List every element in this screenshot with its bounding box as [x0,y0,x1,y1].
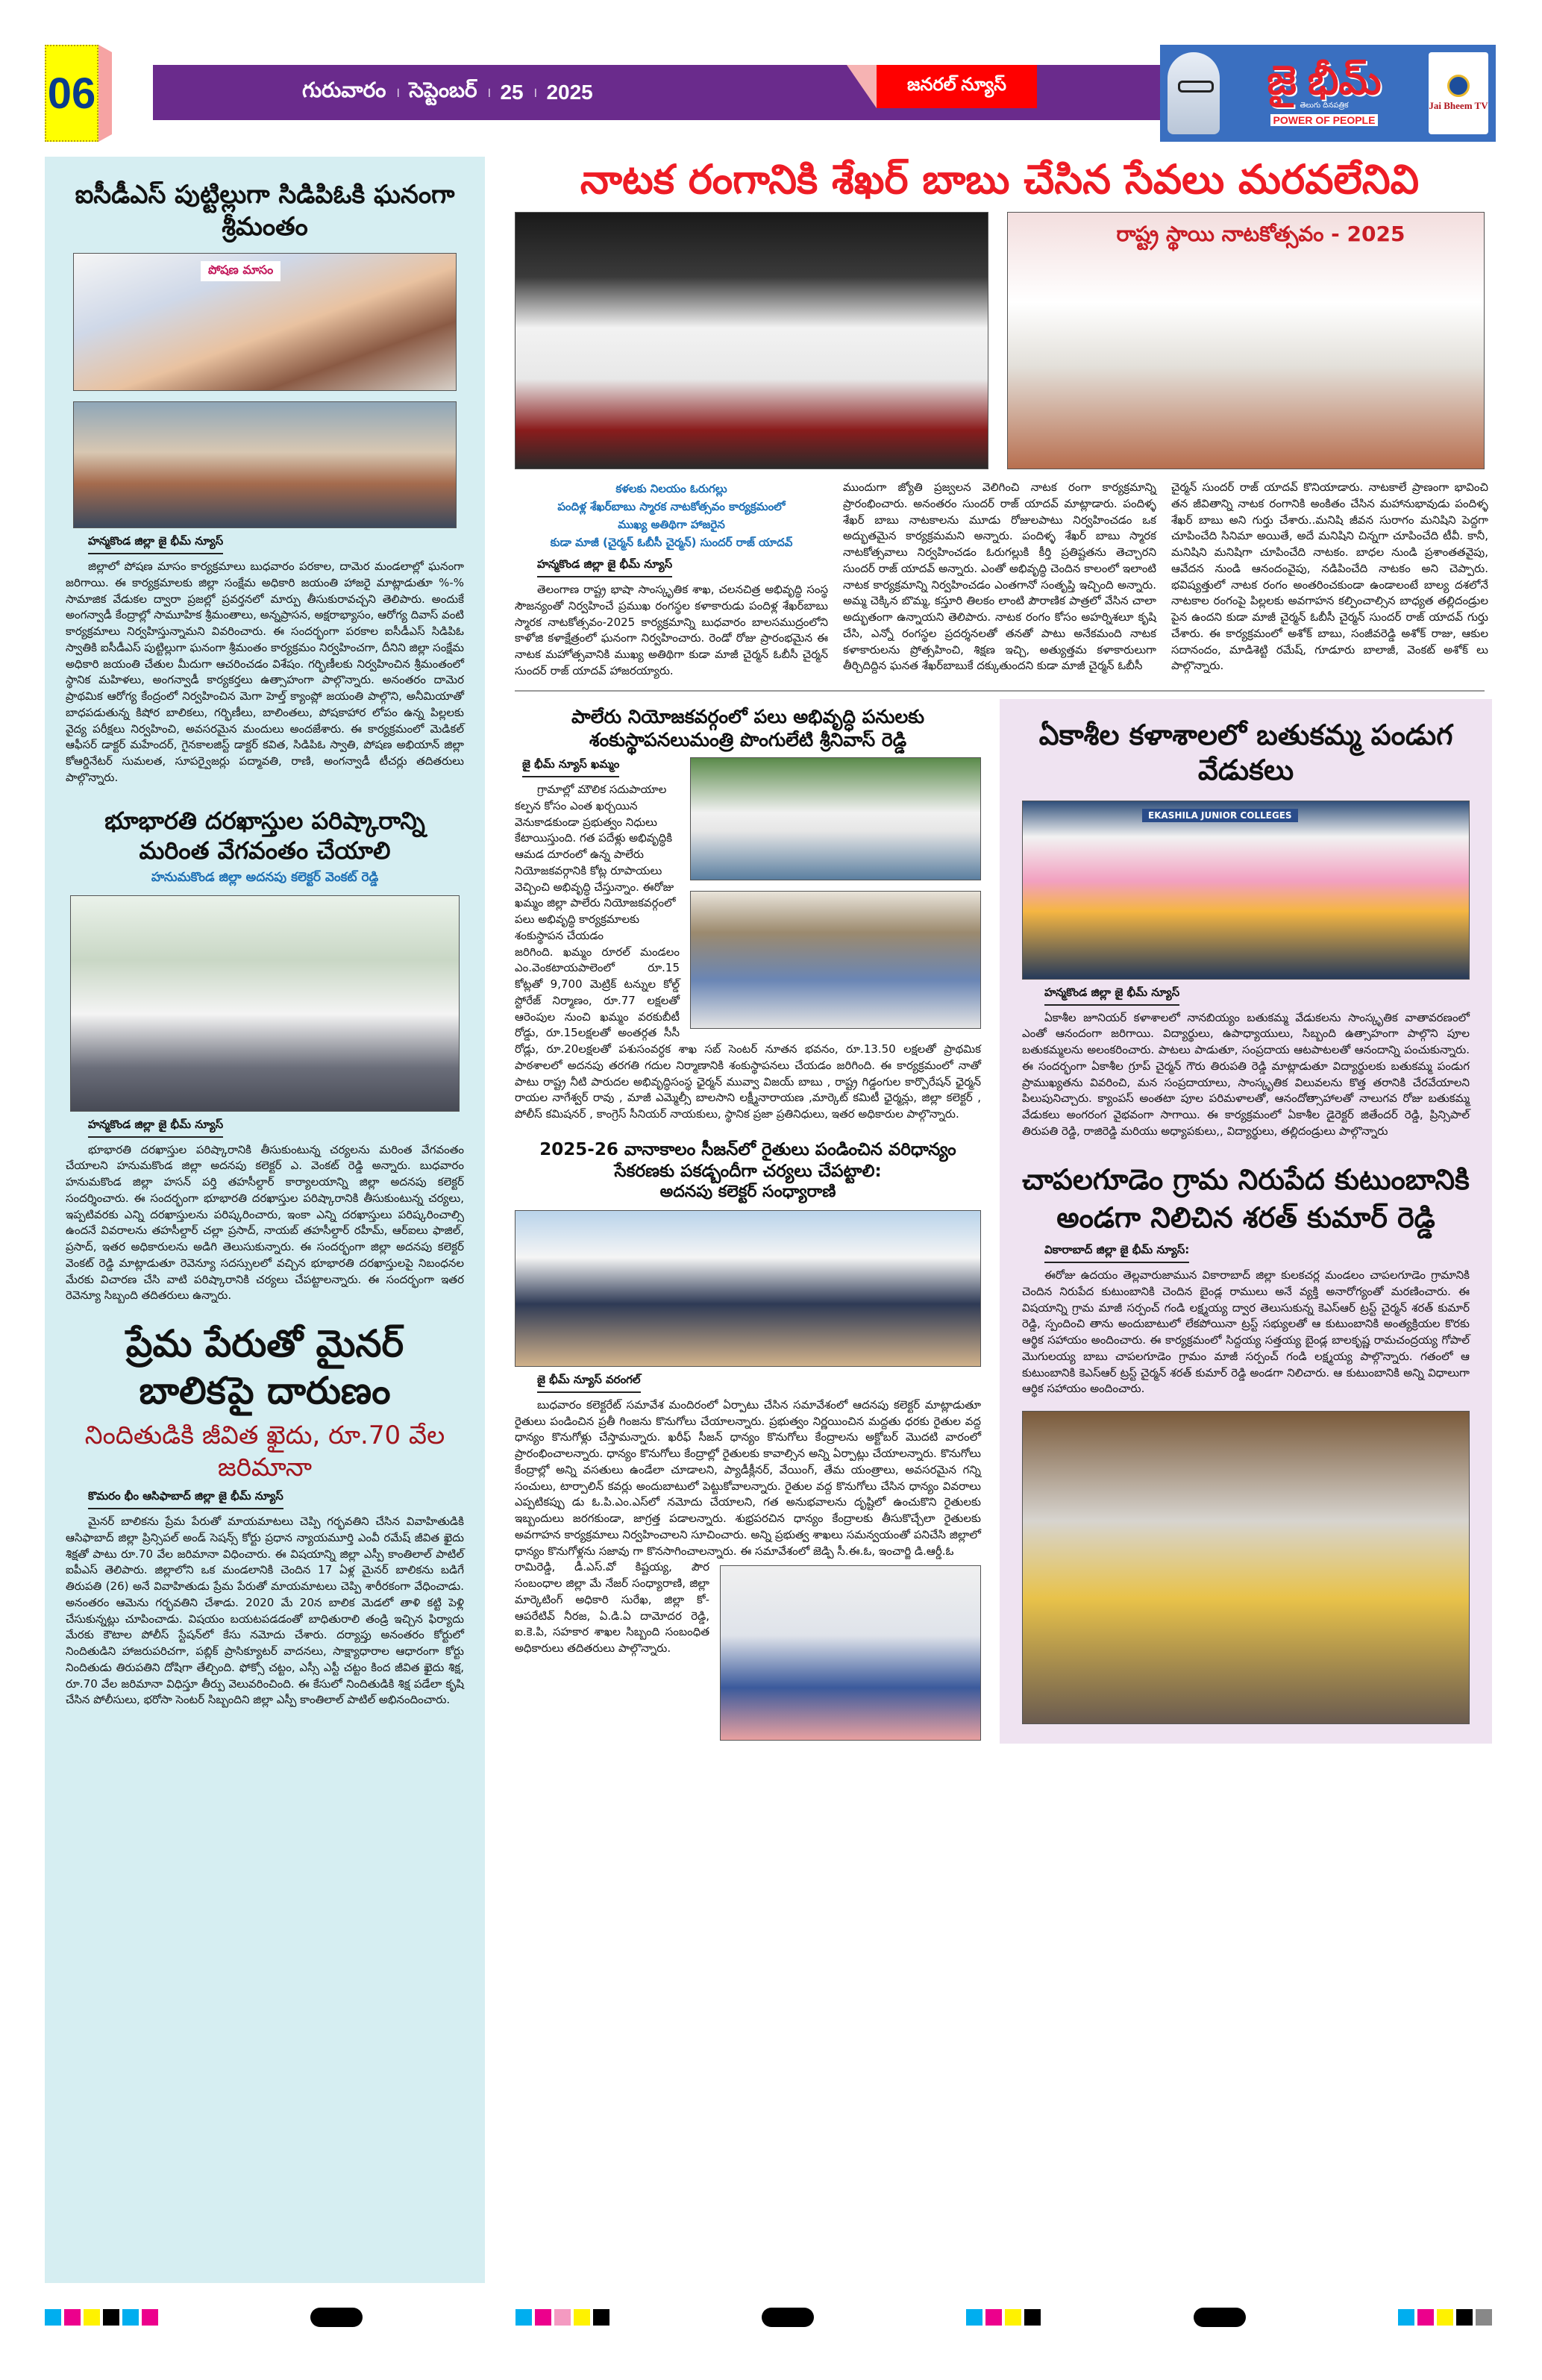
story-paddy-headline: 2025-26 వానాకాలం సీజన్‌లో రైతులు పండించిన వరిధాన్యం సేకరణకు పకడ్బందీగా చర్యలు చేపట్టాలి: [539,1139,956,1181]
middle-column [507,699,985,1744]
story-paleru-body: జరిగింది. ఖమ్మం రూరల్ మండలం ఎం.వెంకటాయపాలెంలో రూ.15 కోట్లతో 9,700 మెట్రిక్ టన్నుల కోల్డ్ స్టోరేజ్ నిర్మాణం, రూ.77 లక్షలతో ఆరెంపుల నుంచి ఖమ్మం వరకుబీటీ రోడ్డు, రూ.15లక్షలతో అంతర్గత సీసీ రోడ్లు, రూ.20లక్షలతో పశుసంవర్ధక శాఖ సబ్ సెంటర్ నూతన భవనం, రూ.13.50 లక్షలతో ప్రాథమిక పాఠశాలలో అదనపు తరగతి గదుల నిర్మాణానికి శంకుస్థాపనలు చేయడం జరిగింది. ఈ కార్యక్రమంలో నాతో పాటు రాష్ట్ర నీటి పారుదల అభివృద్ధిసంస్థ ఛైర్మన్ మువ్వా విజయ్ బాబు , రాష్ట్ర గిడ్డంగుల కార్పొరేషన్ ఛైర్మన్ రాయల నాగేశ్వర్ రావు , మాజీ ఎమ్మెల్సీ బాలసాని లక్ష్మీనారాయణ ,మార్కెట్ కమిటీ ఛైర్మన్లు, జిల్లా కలెక్టర్ , పోలీస్ కమిషనర్ , కాంగ్రెస్ సీనియర్ నాయకులు, స్థానిక ప్రజా ప్రతినిధులు, ఇతర అధికారుల పాల్గొన్నారు. [515,945,981,1121]
lead-text [515,480,1488,680]
story-bathukamma-headline: ఏకాశీల కళాశాలలో బతుకమ్మ పండుగ వేడుకలు [1038,718,1453,787]
lead-headline: నాటక రంగానికి శేఖర్ బాబు చేసిన సేవలు మరవలేనివి [580,156,1420,203]
story-chapalagudem-body: ఈరోజు ఉదయం తెల్లవారుజామున వికారాబాద్ జిల్లా కులకచర్ల మండలం చాపలగూడెం గ్రామానికి చెందిన నిరుపేద కుటుంబానికి చెందిన బైండ్ల రాములు అనే వ్యక్తి అనారోగ్యంతో మరణించారు. ఈ విషయాన్ని గ్రామ మాజీ సర్పంచ్ గండి లక్ష్మయ్య ద్వార తెలుసుకున్న కెఎస్ఆర్ ట్రస్ట్ చైర్మన్ శరత్ కుమార్ రెడ్డి, స్పందించి తాను అందుబాటులో లేకపోయినా ట్రస్ట్ సభ్యులతో ఆ కుటుంబానికి అంత్యక్రియల కొరకు ఆర్థిక సహాయం అందించారు. ఈ కార్యక్రమంలో సిద్దయ్య సత్తయ్య బైండ్ల బాలకృష్ణ రామచంద్రయ్య గోపాల్ మొగులయ్య బాబు చాపలగూడెం గ్రామం మాజీ సర్పంచ్ గండి లక్ష్మయ్య పాల్గొన్నారు. గతంలో ఆ కుటుంబానికి కెఎస్ఆర్ ట్రస్ట్ చైర్మన్ శరత్ కుమార్ రెడ్డి అండగా నిలిచారు. ఆ కుటుంబానికి అన్ని విధాలుగా ఆర్థిక సహాయం అందించారు. [1022,1268,1470,1396]
byline: హన్మకొండ జిల్లా జై భీమ్ న్యూస్ [88,534,223,554]
story-icds-headline: ఐసీడీఎస్ పుట్టిల్లుగా సిడిపిఓకి ఘనంగా శ్రీమంతం [75,180,455,242]
byline: హన్మకొండ జిల్లా జై భీమ్ న్యూస్ [1044,986,1179,1006]
tag-slant [847,65,877,108]
stage-banner: రాష్ట్ర స్థాయి నాటకోత్సవం - 2025 [1116,222,1405,247]
photo-bathukamma [1022,801,1470,980]
photo-lead-stage [1007,212,1485,469]
photo-paleru-1 [690,757,981,880]
photo-chapalagudem-family [1022,1411,1470,1724]
tv-logo: Jai Bheem TV [1429,52,1488,134]
divider [515,690,1485,692]
color-registration-mid [515,2309,609,2326]
story-minor-subhead: నిందితుడికి జీవిత ఖైదు, రూ.70 వేల జరిమానా [84,1421,445,1482]
photo-collectorate-meeting [515,1210,981,1367]
main-area [507,157,1492,1744]
registration-oval [1194,2308,1246,2327]
lead-body-col1: తెలంగాణ రాష్ట్ర భాషా సాంస్కృతిక శాఖ, చలనచిత్ర అభివృద్ధి సంస్థ సౌజన్యంతో నిర్వహించే ప్రముఖ రంగస్థల కళాకారుడు పందిళ్ల శేఖర్‌బాబు స్మారక నాటకోత్సవం-2025 కార్యక్రమాన్ని బుధవారం బాలసముద్రంలోని కాళోజి కళాక్షేత్రంలో ఘనంగా నిర్వహించారు. రెండో రోజు ప్రారంభమైన ఈ నాటక మహోత్సవానికి ముఖ్య అతిథిగా కుడా మాజీ చైర్మన్ ఓబీసీ చైర్మన్ సుందర్ రాజ్ యాదవ్ హాజరయ్యారు. [515,583,828,677]
byline: వికారాబాద్ జిల్లా జై భీమ్ న్యూస్: [1044,1243,1189,1263]
photo-srimantham-1 [73,253,457,391]
registration-oval [762,2308,814,2327]
lead-body-col3: చైర్మన్ సుందర్ రాజ్ యాదవ్ కొనియాడారు. నాటకాలే ప్రాణంగా భావించి తన జీవితాన్ని నాటక రంగానికి అంకితం చేసిన మహానుభావుడు పందిళ్ళ శేఖర్ బాబు అని గుర్తు చేశారు..మనిషి జీవన సురాగం మనిషిని పెద్దగా చూపించేది సినిమా అయితే, అదే మనిషిని చిన్నగా చూపించేది టీవీ. కానీ, మనిషిని మనిషిగా చూపించేది నాటకం. బాధల నుండి ప్రశాంతతవైపు, ఆవేదన నుండి ఆనందంవైపు, నడిపించేది నాటకం అని చెప్పారు. భవిష్యత్తులో నాటక రంగం అంతరించకుండా ఉండాలంటే బాల్య దశలోనే నాటకాల రంగంపై పిల్లలకు అవగాహన కల్పించాల్సిన బాధ్యత తల్లిదండ్రుల పైన ఉందని కుడా మాజీ చైర్మన్ ఓబీసీ చైర్మన్ సుందర్ రాజ్ యాదవ్ గుర్తు చేశారు. ఈ కార్యక్రమంలో అశోక్ బాబు, సంజీవరెడ్డి అశోక్ రాజు, ఆకుల సదానందం, మాడిశెట్టి రమేష్, గూడూరు బాలాజీ, వెంకట్ అశోక్ లు పాల్గొన్నారు. [1171,480,1488,673]
story-paddy-body: బుధవారం కలెక్టరేట్ సమావేశ మందిరంలో ఏర్పాటు చేసిన సమావేశంలో ఆదనపు కలెక్టర్ మాట్లాడుతూ రైతులు పండించిన ప్రతీ గింజను కొనుగోలు చేయాలన్నారు. ప్రభుత్వం నిర్ణయించిన మద్దతు ధరకు రైతుల వద్ద ధాన్యం కొనుగోళ్లు చేస్తామన్నారు. ఖరీఫ్ సీజన్ ధాన్యం కొనుగోలు కేంద్రాలను అక్టోబర్ మొదటి వారంలో ప్రారంభించాలన్నారు. ధాన్యం కొనుగోలు కేంద్రాల్లో రైతులకు కావాల్సిన అన్ని ఏర్పాట్లు చేయాలన్నారు. కొనుగోలు కేంద్రాల్లో అన్ని వసతులు ఉండేలా చూడాలని, ప్యాడీక్లీనర్, వేయింగ్, తేమ యంత్రాలు, అవసరమైన గన్ని సంచులు, టార్పాలిన్ కవర్లు అందుబాటులో పెట్టుకోవాలన్నారు. రైతుల వద్ద కొనుగోలు చేసిన ధాన్యం వివరాలు ఎప్పటికప్పు డు ఓ.పి.ఎం.ఎస్‌లో నమోదు చేయాలని, గత అనుభవాలను దృష్టిలో ఉంచుకొని రైతులకు ఇబ్బందులు జరగకుండా, జాగ్రత్త పడాలన్నారు. శుభ్రపరచిన ధాన్యం కేంద్రాలకు తీసుకొచ్చేలా రైతులకు అవగాహన కార్యక్రమాలు నిర్వహించాలని సూచించారు. అన్ని ప్రభుత్వ శాఖలు సమన్వయంతో పనిచేసి జిల్లాలో ధాన్యం కొనుగోళ్లను సజావు గా కొనసాగించాలన్నారు. ఈ సమావేశంలో జెడ్పి సీ.ఈ.ఓ, ఇంచార్జి డి.ఆర్డీ.ఓ [515,1397,981,1558]
lower-columns [507,699,1492,1744]
logo-tagline: POWER OF PEOPLE [1270,114,1379,126]
byline: హన్మకొండ జిల్లా జై భీమ్ న్యూస్ [537,557,672,577]
lead-subhead: కళలకు నిలయం ఓరుగల్లు పందిళ్ల శేఖర్‌బాబు స్మారక నాటకోత్సవం కార్యక్రమంలో ముఖ్య అతిథిగా హాజరైన కుడా మాజీ (చైర్మన్ ఓబీసీ చైర్మన్) సుందర్ రాజ్ యాదవ్ [550,482,793,550]
story-paddy-body-narrow: రామిరెడ్డి, డీ.ఎస్.వో కిష్టయ్య, పౌర సంబంధాల జిల్లా మే నేజర్ సంధ్యారాణి, జిల్లా మార్కెటింగ్ అధికారి సురేఖ, జిల్లా కో-ఆపరేటివ్ నీరజ, ఏ.డి.ఏ దామోదర రెడ్డి, ఐ.కె.పి, సహకార శాఖల సిబ్బంది సంబంధిత అధికారులు తదితరులు పాల్గొన్నారు. [515,1560,709,1656]
story-bathukamma-body: ఏకాశీల జూనియర్ కళాశాలలో నానబియ్యం బతుకమ్మ వేడుకలను సాంస్కృతిక వాతావరణంలో ఎంతో ఆనందంగా జరిగాయి. విద్యార్థులు, ఉపాధ్యాయులు, సిబ్బంది ఉత్సాహంగా పాల్గొని పూల బతుకమ్మలను అలంకరించారు. పాటలు పాడుతూ, సంప్రదాయ ఆటపాటలతో ఆనందాన్ని పంచుకున్నారు. ఈ సందర్భంగా ఏకాశీల గ్రూప్ చైర్మన్ గౌరు తిరుపతి రెడ్డి మాట్లాడుతూ విద్యార్థులకు బతుకమ్మ పండుగ ప్రాముఖ్యతను వివరించి, మన సంప్రదాయాలు, సాంస్కృతిక విలువలను కొత్త తరానికి చేరవేయాలని పిలుపునిచ్చారు. క్యాంపస్ అంతటా పూల పరిమళాలతో, ఆనందోత్సాహాలతో నాలుగవ రోజు బతుకమ్మ వేడుకలు అంగరంగ వైభవంగా సాగాయి. ఈ కార్యక్రమంలో ఏకాశీల డైరెక్టర్ జితేందర్ రెడ్డి, ప్రిన్సిపాల్ తిరుపతి రెడ్డి, రాజిరెడ్డి మరియు అధ్యాపకులు,, విద్యార్థులు, తల్లిదండ్రులు పాల్గొన్నారు [1022,1010,1470,1138]
month: సెప్టెంబర్ [409,78,477,101]
story-minor-headline: ప్రేమ పేరుతో మైనర్ బాలికపై దారుణం [125,1322,404,1412]
color-registration-far-right [1398,2309,1492,2326]
color-registration-left [45,2309,158,2326]
story-minor-body: మైనర్ బాలికను ప్రేమ పేరుతో మాయమాటలు చెప్పి గర్భవతిని చేసిన వివాహితుడికి ఆసిఫాబాద్ జిల్లా ప్రిన్సిపల్ అండ్ సెషన్స్ కోర్టు ప్రధాన న్యాయమూర్తి ఎంవీ రమేష్ జీవిత ఖైదు శిక్షతో పాటు రూ.70 వేల జరిమానా విధించారు. ఈ విషయాన్ని జిల్లా ఎస్పీ కాంతిలాల్ పాటిల్ ఐపీఎస్ తెలిపారు. జిల్లాలోని ఒక మండలానికి చెందిన 17 ఏళ్ల మైనర్ బాలికను బడిగే తిరుపతి (26) అనే వివాహితుడు ప్రేమ పేరుతో మాయమాటలు చెప్పి శారీరకంగా వేధించాడు. అనంతరం ఆమెను గర్భవతిని చేశాడు. 2020 మే 20న బాలిక మెడలో తాళి కట్టి పెళ్లి చేసుకున్నట్లు చూపించాడు. విషయం బయటపడడంతో బాధితురాలి తండ్రి ఇచ్చిన ఫిర్యాదు మేరకు కౌటాల పోలీస్ స్టేషన్‌లో కేసు నమోదు చేశారు. దర్యాప్తు అనంతరం కోర్టులో నిందితుడిని హాజరుపరిచగా, పబ్లిక్ ప్రాసిక్యూటర్ వాదనలు, సాక్ష్యాధారాల ఆధారంగా కోర్టు నిందితుడు తిరుపతిని దోషిగా తేల్చింది. ఫోక్సో చట్టం, ఎస్సీ ఎస్టీ చట్టం కింద జీవిత ఖైదు శిక్ష, రూ.70 వేల జరిమానా విధిస్తూ తీర్పు వెలువరించింది. ఈ కేసులో నిందితుడికి శిక్ష పడేలా కృషి చేసిన పోలీసులు, భరోసా సెంటర్ సిబ్బందిని జిల్లా ఎస్పీ కాంతిలాల్ పాటిల్ అభినందించారు. [66,1515,464,1707]
emblem-icon [1447,75,1470,97]
story-paleru-headline: పాలేరు నియోజకవర్గంలో పలు అభివృద్ధి పనులకు శంకుస్థాపనలుమంత్రి పొంగులేటి శ్రీనివాస్ రెడ్డి [571,705,924,751]
story-paleru-body-narrow: గ్రామాల్లో మౌలిక సదుపాయాల కల్పన కోసం ఎంత ఖర్చయిన వెనుకాడకుండా ప్రభుత్వం నిధులు కేటాయిస్తుంది. గత పదేళ్లు అభివృద్ధికి ఆమడ దూరంలో ఉన్న పాలేరు నియోజకవర్గానికి కోట్ల రూపాయలు వెచ్చించి అభివృద్ధి చేస్తున్నాం. ఈరోజు ఖమ్మం జిల్లా పాలేరు నియోజకవర్గంలో పలు అభివృద్ధి కార్యక్రమాలకు శంకుస్థాపన చేయడం [515,783,676,942]
byline: హన్మకొండ జిల్లా జై భీమ్ న్యూస్ [88,1118,223,1138]
year: 2025 [546,81,593,104]
story-bhubharati-subhead: హనుమకొండ జిల్లా అదనపు కలెక్టర్ వెంకట్ రెడ్డి [151,869,379,885]
byline: జై భీమ్ న్యూస్ ఖమ్మం [522,757,619,777]
story-chapalagudem-headline: చాపలగూడెం గ్రామ నిరుపేద కుటుంబానికి అండగా నిలిచిన శరత్ కుమార్ రెడ్డి [1022,1162,1470,1234]
photo-lead-felicitation [515,212,988,469]
day: గురువారం [302,78,386,101]
story-bhubharati-body: భూభారతి దరఖాస్తుల పరిష్కారానికి తీసుకుంటున్న చర్యలను మరింత వేగవంతం చేయాలని హనుమకొండ జిల్లా అదనపు కలెక్టర్ ఎ. వెంకట్ రెడ్డి అన్నారు. బుధవారం హనుమకొండ జిల్లా హసన్ పర్తి తహసీల్దార్ కార్యాలయాన్ని జిల్లా అదనపు కలెక్టర్ సందర్శించారు. ఈ సందర్భంగా భూభారతి దరఖాస్తుల పరిష్కారానికి తీసుకుంటున్న చర్యలు, ఇప్పటివరకు ఎన్ని దరఖాస్తులను పరిష్కరించారు, ఇంకా ఎన్ని దరఖాస్తులు పరిష్కరించాల్సి ఉందనే వివరాలను తహసీల్దార్ చల్లా ప్రసాద్, నాయబ్ తహసీల్దార్ రహీమ్, ఆర్ఐలు ఫాజిల్, ప్రసాద్, ఇతర అధికారులను అడిగి తెలుసుకున్నారు. ఈ సందర్భంగా జిల్లా అదనపు కలెక్టర్ వెంకట్ రెడ్డి మాట్లాడుతూ రెవెన్యూ సదస్సులలో వచ్చిన భూభారతి దరఖాస్తులపై నిబంధనల మేరకు విచారణ చేసి వాటి పరిష్కారానికి చర్యలు చేపట్టాలన్నారు. ఈ సందర్భంగా ఇతర రెవెన్యూ సిబ్బంది తదితరులు ఉన్నారు. [66,1142,464,1303]
byline: జై భీమ్ న్యూస్ వరంగల్ [537,1373,641,1393]
masthead-logo: జై భీమ్ తెలుగు దినపత్రిక POWER OF PEOPLE Jai Bheem TV [1160,45,1496,142]
color-registration-right [966,2309,1041,2326]
photo-banner: EKASHILA JUNIOR COLLEGES [1142,809,1298,822]
story-icds-body: జిల్లాలో పోషణ మాసం కార్యక్రమాలు బుధవారం పరకాల, దామెర మండలాల్లో ఘనంగా జరిగాయి. ఈ కార్యక్రమాలకు జిల్లా సంక్షేమ అధికారి జయంతి హాజరై మాట్లాడుతూ %-% సామాజిక వేడుకల ద్వారా ప్రజల్లో ప్రవర్తనలో మార్పు తీసుకురావచ్చని తెలిపారు. అందుకే అంగన్వాడీ కేంద్రాల్లో సామూహిక శ్రీమంతాలు, అన్నప్రాసన, అక్షరాభ్యాసం, ఆరోగ్య దివాస్ వంటి కార్యక్రమాలు నిర్వహిస్తున్నామని వివరించారు. ఈ సందర్భంగా పరకాల ఐసీడీఎస్ సిడిపిఓ స్వాతికి ఐసీడీఎస్ పుట్టిల్లుగా ఘనంగా శ్రీమంతం కార్యక్రమం నిర్వహించగా, దీనిని జిల్లా సంక్షేమ అధికారి జయంతి చేతుల మీదుగా ఆచరించడం విశేషం. గర్భిణీలకు నిర్వహించిన శ్రీమంతంలో స్థానిక మహిళలు, అంగన్వాడీ కార్యకర్తలు ఉత్సాహంగా పాల్గొన్నారు. అనంతరం దామెర ప్రాథమిక ఆరోగ్య కేంద్రంలో నిర్వహించిన మెగా హెల్త్ క్యాంప్లో జయంతి పాల్గొని, అనీమియాతో బాధపడుతున్న కిషోర బాలికలు, గర్భిణీలు, బాలింతలు, పోషకాహార లోపం ఉన్న పిల్లలకు వైద్య పరీక్షలు నిర్వహించి, అవసరమైన మందులు అందజేశారు. ఈ కార్యక్రమంలో మెడికల్ ఆఫీసర్ డాక్టర్ మహేందర్, గైనకాలజిస్ట్ డాక్టర్ కవిత, సిడిపిఓ స్వాతి, పోషణ అభియాన్ జిల్లా కోఆర్డినేటర్ సుమలత, సూపర్వైజర్లు పద్మావతి, రాణి, అంగన్వాడీ టీచర్లు తదితరులు పాల్గొన్నారు. [66,560,464,784]
section-tag: జనరల్ న్యూస్ [877,65,1037,108]
page-number: 06 [45,45,98,142]
lead-body-col2: ముందుగా జ్యోతి ప్రజ్వలన వెలిగించి నాటక రంగా కార్యక్రమాన్ని ప్రారంభించారు. అనంతరం సుందర్ రాజ్ యాదవ్ మాట్లాడారు. పందిళ్ళ శేఖర్ బాబు నాటకాలను మూడు రోజులపాటు నిర్వహించడం ఒక అద్భుతమైన కార్యక్రమమని అన్నారు. పందిళ్ళ శేఖర్ బాబు స్మారక నాటకోత్సవాలు నిర్వహించడం ఓరుగల్లుకి కీర్తి ప్రతిష్టతను తెచ్చారని సుందర్ రాజ్ యాదవ్ అన్నారు. ఎంతో అభివృద్ధి చెందిన కాలంలో ఇలాంటి నాటక కార్యక్రమాన్ని నిర్వహించడం ఎంతగానో సంతృప్తి ఇచ్చింది అన్నారు. అమ్మ చెక్కిన బొమ్మ, కస్తూరి తిలకం లాంటి పౌరాణిక పాత్రలో వేసిన చాలా అద్భుతంగా ఉన్నాయని తెలిపారు. నాటక రంగం కోసం అహర్నిశలూ కృషి చేసి, ఎన్నో రంగస్థల ప్రదర్శనలతో తనతో పాటు అనేకమంది నాటక కళాకారులను ప్రోత్సహించి, శిక్షణ ఇచ్చి, అత్యుత్తమ కళాకారులుగా తీర్చిదిద్దిన ఘనత శేఖర్‌బాబుకే దక్కుతుందని కుడా మాజీ చైర్మన్ ఓబీసీ [843,480,1156,673]
story-paddy-subhead: అదనపు కలెక్టర్ సంధ్యారాణి [659,1183,836,1202]
registration-oval [310,2308,363,2327]
photo-collector-visit [70,895,460,1112]
page-number-edge [98,45,112,142]
photo-banner: పోషణ మాసం [201,261,280,281]
paleru-photos [690,757,981,1029]
footer-marks [45,2308,1492,2327]
photo-paleru-2 [690,891,981,1029]
date-bar: గురువారం । సెప్టెంబర్ । 25 । 2025 [153,65,1160,120]
photo-meeting-hall [720,1565,981,1741]
byline: కొమరం భీం ఆసిఫాబాద్ జిల్లా జై భీమ్ న్యూస్ [88,1489,283,1509]
story-bhubharati-headline: భూభారతి దరఖాస్తుల పరిష్కారాన్ని మరింత వేగవంతం చేయాలి [104,806,425,865]
lead-col1 [515,480,828,680]
photo-srimantham-2 [73,401,457,528]
masthead-title: జై భీమ్ [1267,57,1382,103]
date: 25 [500,81,524,104]
right-column [1000,699,1492,1744]
lead-photos [515,212,1485,469]
left-column [45,157,485,2283]
portrait-icon [1168,52,1220,134]
